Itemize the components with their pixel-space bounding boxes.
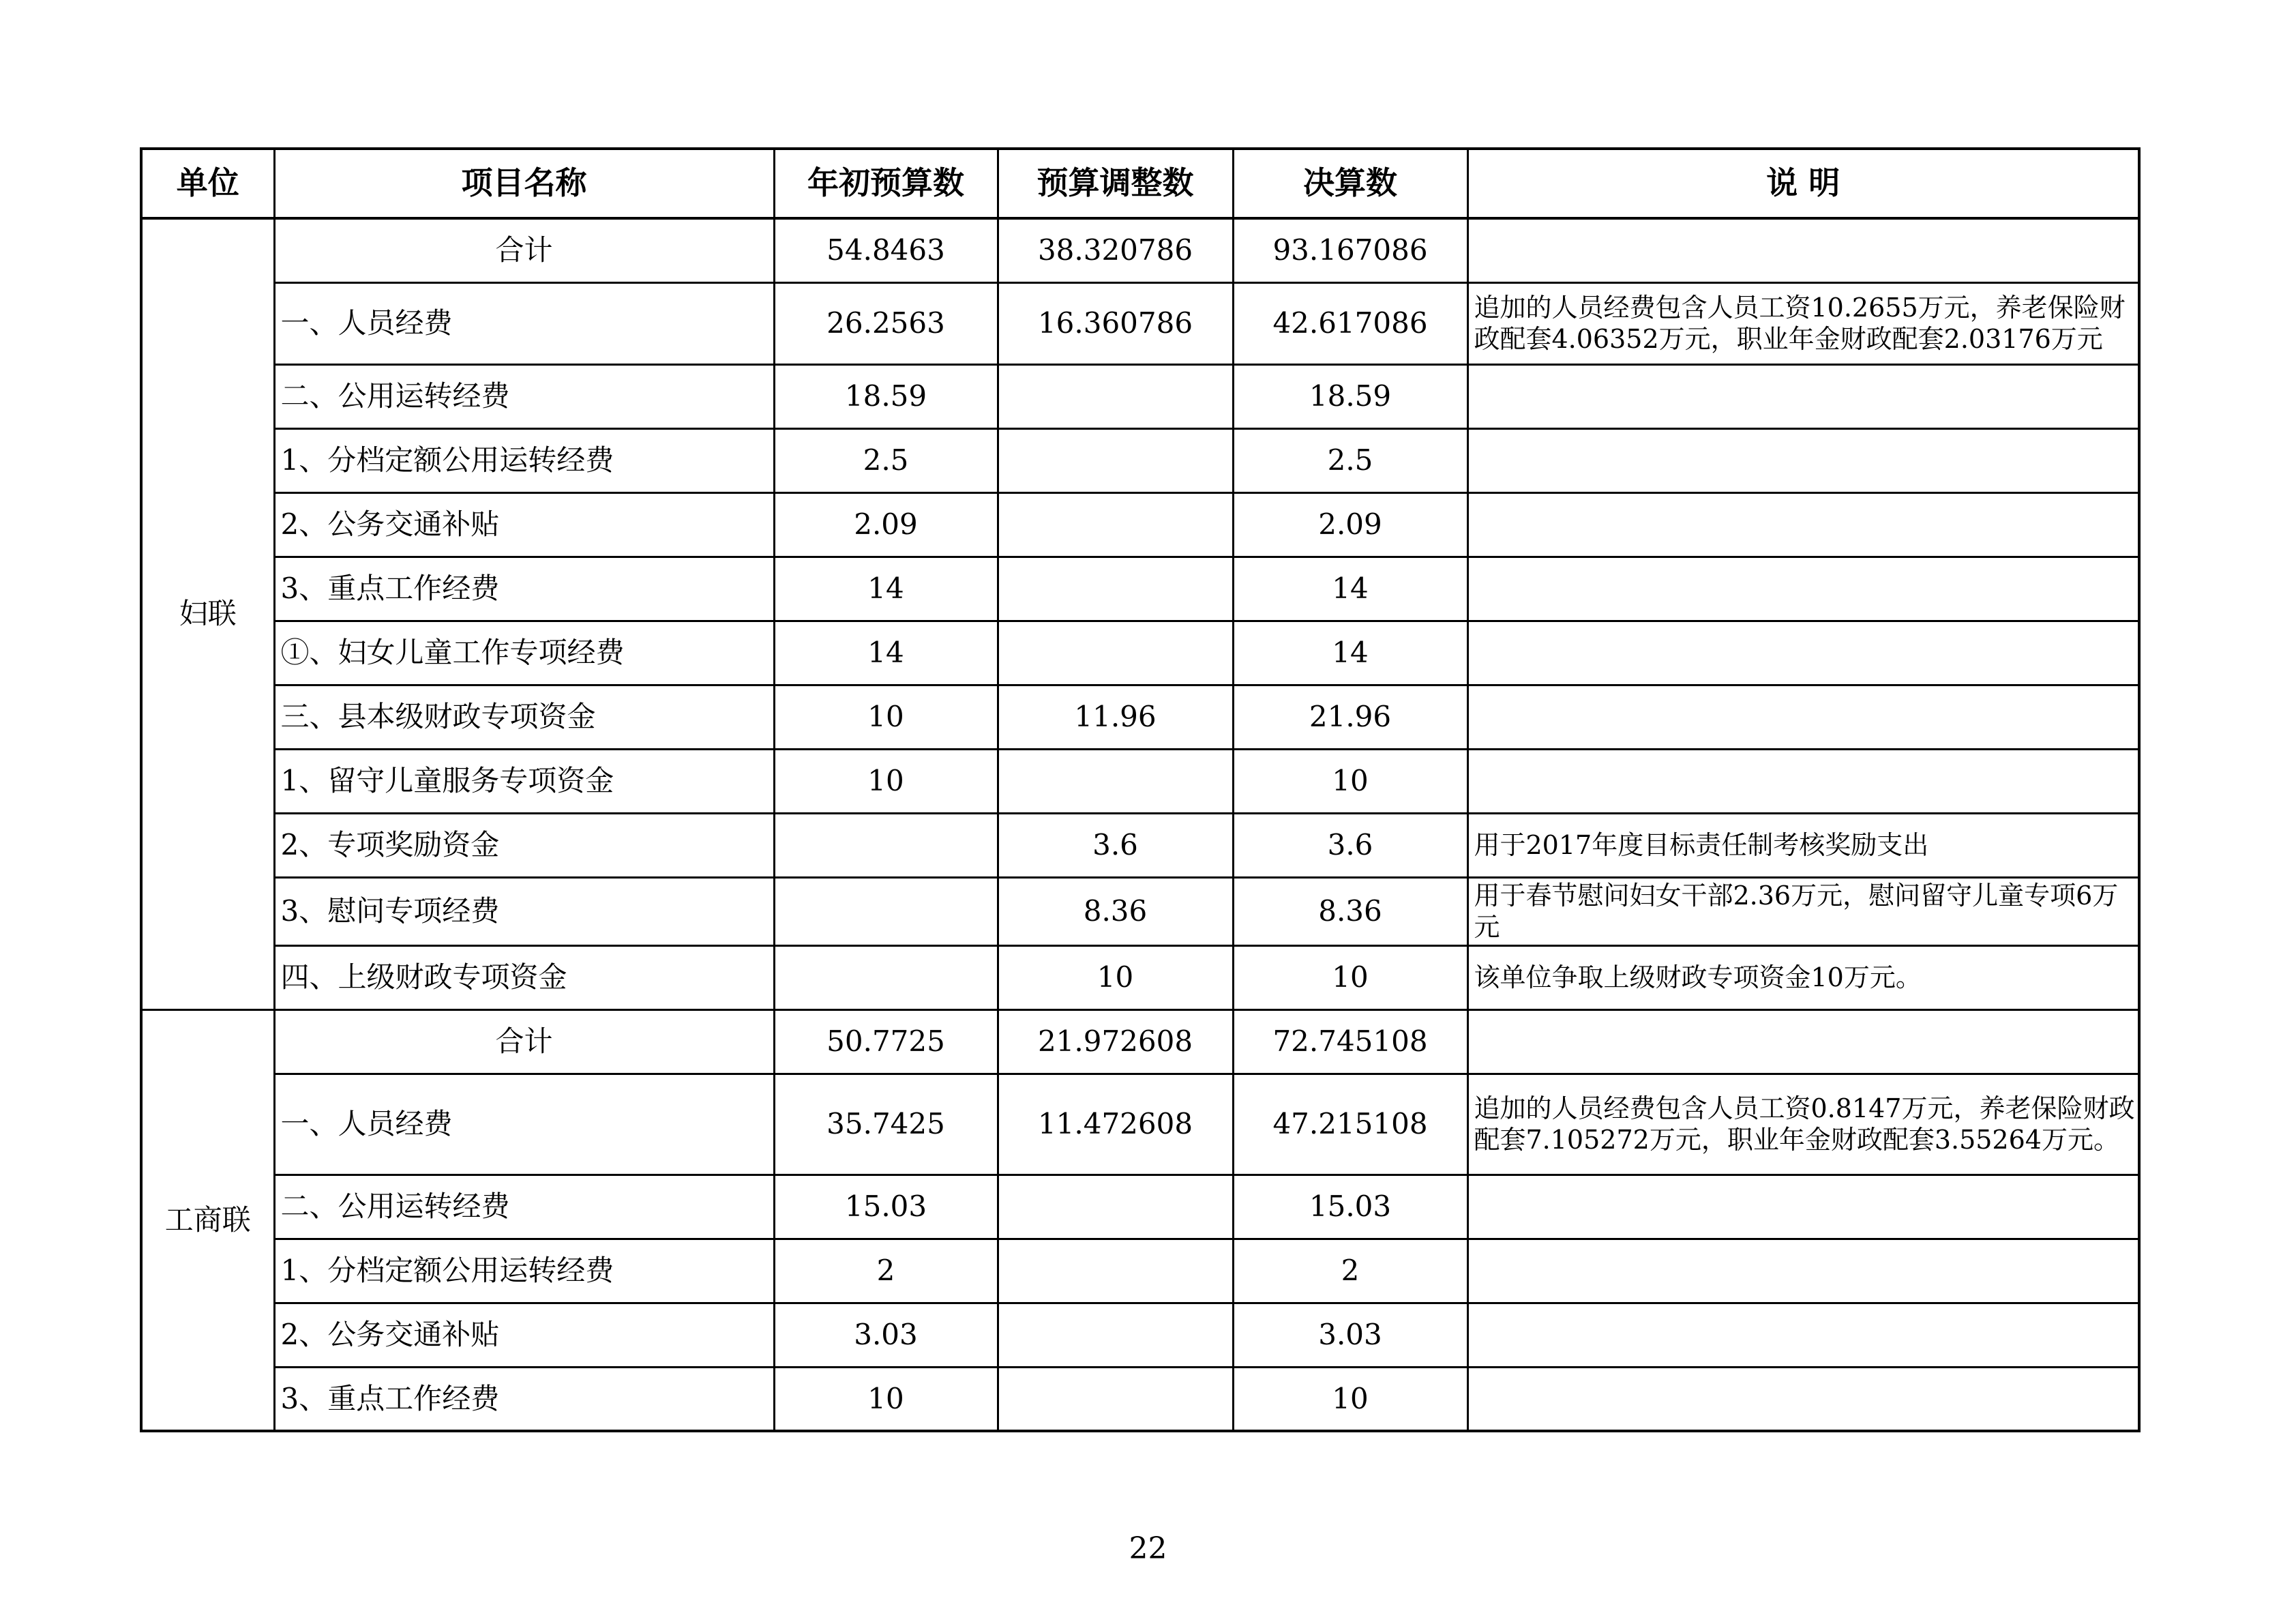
adjustment-cell: 10 <box>998 945 1233 1009</box>
budget-table <box>140 147 2141 1432</box>
note-cell: 追加的人员经费包含人员工资0.8147万元，养老保险财政配套7.105272万元，职业年金财政配套3.55264万元。 <box>1467 1074 2139 1175</box>
initial-budget-cell <box>774 877 998 945</box>
item-name-cell: 1、留守儿童服务专项资金 <box>274 749 774 813</box>
item-name-cell: 2、公务交通补贴 <box>274 1303 774 1367</box>
adjustment-cell: 11.96 <box>998 685 1233 749</box>
initial-budget-cell: 10 <box>774 685 998 749</box>
header-item-name: 项目名称 <box>274 149 774 218</box>
adjustment-cell <box>998 749 1233 813</box>
adjustment-cell <box>998 1303 1233 1367</box>
final-account-cell: 14 <box>1233 557 1467 621</box>
item-name-cell: 合计 <box>274 1009 774 1074</box>
adjustment-cell: 3.6 <box>998 813 1233 877</box>
table-row <box>141 282 2139 364</box>
adjustment-cell: 16.360786 <box>998 282 1233 364</box>
adjustment-cell <box>998 621 1233 685</box>
note-cell <box>1467 1367 2139 1431</box>
page-number: 22 <box>1129 1531 1167 1566</box>
adjustment-cell <box>998 1239 1233 1303</box>
initial-budget-cell: 10 <box>774 749 998 813</box>
adjustment-cell <box>998 1175 1233 1239</box>
adjustment-cell: 11.472608 <box>998 1074 1233 1175</box>
note-cell <box>1467 749 2139 813</box>
table-row <box>141 1303 2139 1367</box>
final-account-cell: 42.617086 <box>1233 282 1467 364</box>
adjustment-cell <box>998 492 1233 557</box>
item-name-cell: 3、慰问专项经费 <box>274 877 774 945</box>
initial-budget-cell: 15.03 <box>774 1175 998 1239</box>
item-name-cell: 1、分档定额公用运转经费 <box>274 428 774 492</box>
initial-budget-cell: 18.59 <box>774 364 998 428</box>
note-cell: 用于2017年度目标责任制考核奖励支出 <box>1467 813 2139 877</box>
final-account-cell: 14 <box>1233 621 1467 685</box>
header-unit: 单位 <box>141 149 274 218</box>
table-row <box>141 428 2139 492</box>
final-account-cell: 72.745108 <box>1233 1009 1467 1074</box>
final-account-cell: 3.6 <box>1233 813 1467 877</box>
adjustment-cell <box>998 1367 1233 1431</box>
adjustment-cell: 38.320786 <box>998 218 1233 282</box>
table-row <box>141 1367 2139 1431</box>
initial-budget-cell: 14 <box>774 621 998 685</box>
item-name-cell: 2、专项奖励资金 <box>274 813 774 877</box>
initial-budget-cell <box>774 813 998 877</box>
table-row <box>141 685 2139 749</box>
adjustment-cell <box>998 428 1233 492</box>
table-row <box>141 749 2139 813</box>
initial-budget-cell: 3.03 <box>774 1303 998 1367</box>
item-name-cell: 3、重点工作经费 <box>274 557 774 621</box>
table-row <box>141 877 2139 945</box>
header-note: 说 明 <box>1467 149 2139 218</box>
note-cell <box>1467 557 2139 621</box>
note-cell: 该单位争取上级财政专项资金10万元。 <box>1467 945 2139 1009</box>
header-row <box>141 149 2139 218</box>
final-account-cell: 2.09 <box>1233 492 1467 557</box>
initial-budget-cell: 2.09 <box>774 492 998 557</box>
table-row <box>141 364 2139 428</box>
table-row <box>141 813 2139 877</box>
note-cell <box>1467 1303 2139 1367</box>
final-account-cell: 93.167086 <box>1233 218 1467 282</box>
note-cell <box>1467 1175 2139 1239</box>
final-account-cell: 10 <box>1233 945 1467 1009</box>
header-adjustment: 预算调整数 <box>998 149 1233 218</box>
final-account-cell: 3.03 <box>1233 1303 1467 1367</box>
adjustment-cell: 8.36 <box>998 877 1233 945</box>
final-account-cell: 10 <box>1233 1367 1467 1431</box>
final-account-cell: 2 <box>1233 1239 1467 1303</box>
table-row <box>141 1175 2139 1239</box>
note-cell <box>1467 428 2139 492</box>
final-account-cell: 18.59 <box>1233 364 1467 428</box>
header-final-account: 决算数 <box>1233 149 1467 218</box>
final-account-cell: 2.5 <box>1233 428 1467 492</box>
table-row <box>141 1239 2139 1303</box>
unit-cell: 工商联 <box>141 1009 274 1431</box>
item-name-cell: 1、分档定额公用运转经费 <box>274 1239 774 1303</box>
note-cell <box>1467 685 2139 749</box>
initial-budget-cell: 14 <box>774 557 998 621</box>
initial-budget-cell: 2.5 <box>774 428 998 492</box>
adjustment-cell: 21.972608 <box>998 1009 1233 1074</box>
item-name-cell: 二、公用运转经费 <box>274 364 774 428</box>
initial-budget-cell: 50.7725 <box>774 1009 998 1074</box>
table-row <box>141 621 2139 685</box>
initial-budget-cell: 54.8463 <box>774 218 998 282</box>
note-cell <box>1467 218 2139 282</box>
item-name-cell: 一、人员经费 <box>274 1074 774 1175</box>
final-account-cell: 47.215108 <box>1233 1074 1467 1175</box>
note-cell <box>1467 492 2139 557</box>
note-cell: 追加的人员经费包含人员工资10.2655万元，养老保险财政配套4.06352万元，职业年金财政配套2.03176万元 <box>1467 282 2139 364</box>
table-row <box>141 492 2139 557</box>
initial-budget-cell: 10 <box>774 1367 998 1431</box>
item-name-cell: 一、人员经费 <box>274 282 774 364</box>
initial-budget-cell: 35.7425 <box>774 1074 998 1175</box>
item-name-cell: 2、公务交通补贴 <box>274 492 774 557</box>
item-name-cell: 四、上级财政专项资金 <box>274 945 774 1009</box>
initial-budget-cell: 26.2563 <box>774 282 998 364</box>
final-account-cell: 8.36 <box>1233 877 1467 945</box>
note-cell <box>1467 1009 2139 1074</box>
initial-budget-cell: 2 <box>774 1239 998 1303</box>
note-cell <box>1467 621 2139 685</box>
table-row <box>141 945 2139 1009</box>
final-account-cell: 21.96 <box>1233 685 1467 749</box>
final-account-cell: 15.03 <box>1233 1175 1467 1239</box>
note-cell: 用于春节慰问妇女干部2.36万元，慰问留守儿童专项6万元 <box>1467 877 2139 945</box>
note-cell <box>1467 1239 2139 1303</box>
table-body <box>141 218 2139 1431</box>
item-name-cell: 二、公用运转经费 <box>274 1175 774 1239</box>
adjustment-cell <box>998 557 1233 621</box>
item-name-cell: ①、妇女儿童工作专项经费 <box>274 621 774 685</box>
final-account-cell: 10 <box>1233 749 1467 813</box>
table-row <box>141 1009 2139 1074</box>
table-row <box>141 218 2139 282</box>
adjustment-cell <box>998 364 1233 428</box>
item-name-cell: 合计 <box>274 218 774 282</box>
item-name-cell: 3、重点工作经费 <box>274 1367 774 1431</box>
note-cell <box>1467 364 2139 428</box>
header-initial-budget: 年初预算数 <box>774 149 998 218</box>
initial-budget-cell <box>774 945 998 1009</box>
unit-cell: 妇联 <box>141 218 274 1009</box>
table-row <box>141 1074 2139 1175</box>
item-name-cell: 三、县本级财政专项资金 <box>274 685 774 749</box>
table-row <box>141 557 2139 621</box>
